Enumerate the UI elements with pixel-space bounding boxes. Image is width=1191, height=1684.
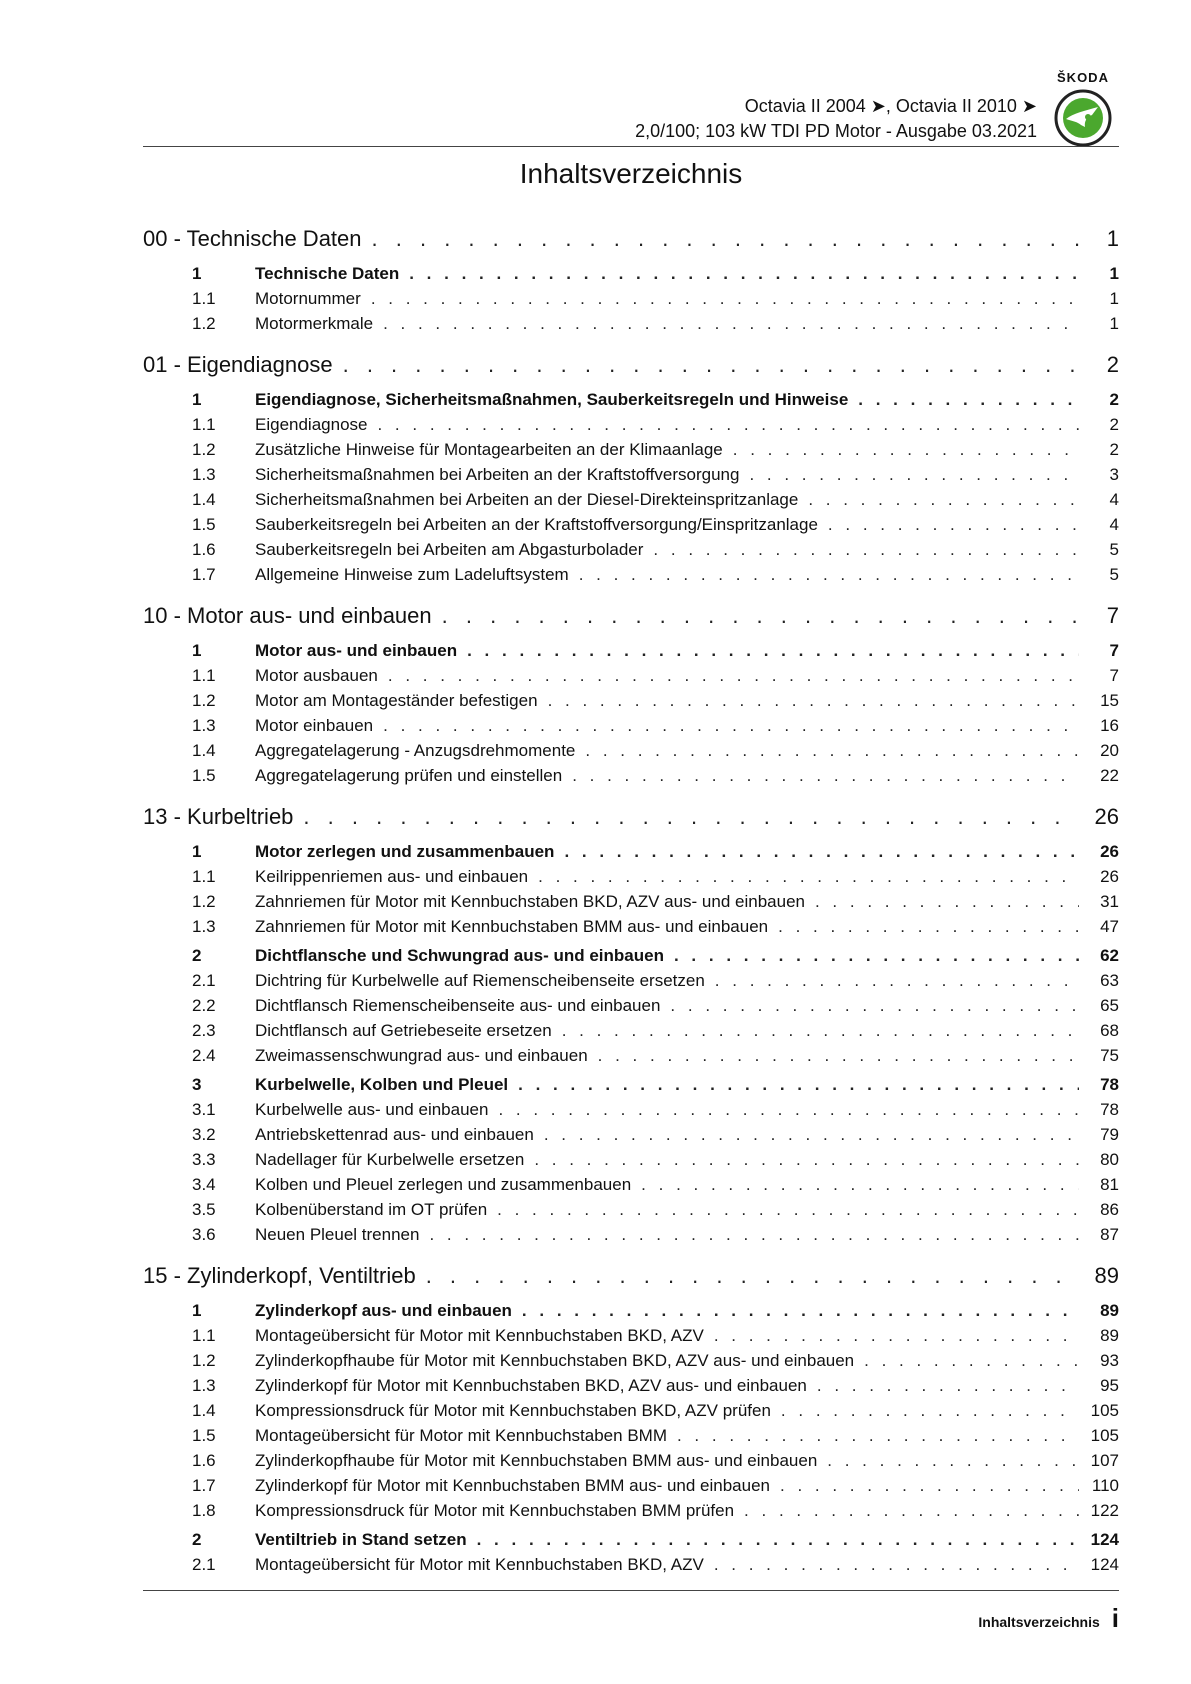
toc-section-number: 3.1 — [192, 1100, 216, 1119]
toc-section[interactable] — [143, 1301, 1119, 1326]
toc-section-number: 1.1 — [192, 1326, 216, 1345]
toc-section-page: 1 — [1109, 264, 1119, 283]
toc-section-title: Motor am Montageständer befestigen — [255, 691, 538, 710]
toc-section-number: 1.8 — [192, 1501, 216, 1520]
toc-leader-dots — [674, 946, 1079, 966]
toc-section-number: 1.5 — [192, 515, 216, 534]
toc-section-title: Eigendiagnose — [255, 415, 368, 434]
toc-section-page: 62 — [1100, 946, 1119, 965]
toc-section-title: Eigendiagnose, Sicherheitsmaßnahmen, Sauberkeitsregeln und Hinweise — [255, 390, 849, 409]
toc-section-number: 1.5 — [192, 766, 216, 785]
toc-section[interactable] — [143, 1100, 1119, 1125]
toc-leader-dots — [815, 892, 1079, 912]
toc-leader-dots — [817, 1376, 1079, 1396]
toc-leader-dots — [808, 490, 1079, 510]
toc-leader-dots — [371, 289, 1079, 309]
toc-section-page: 122 — [1090, 1501, 1119, 1520]
toc-chapter-page: 89 — [1094, 1263, 1119, 1288]
page-footer — [978, 1603, 1119, 1634]
toc-leader-dots — [828, 515, 1079, 535]
toc-leader-dots — [653, 540, 1079, 560]
toc-section[interactable] — [143, 314, 1119, 339]
toc-section-title: Montageübersicht für Motor mit Kennbuchstaben BKD, AZV — [255, 1555, 704, 1574]
toc-section-title: Kompressionsdruck für Motor mit Kennbuchstaben BMM prüfen — [255, 1501, 735, 1520]
toc-leader-dots — [383, 716, 1079, 736]
toc-section[interactable] — [143, 264, 1119, 289]
toc-leader-dots — [548, 691, 1079, 711]
toc-section-page: 105 — [1090, 1426, 1119, 1445]
toc-section-number: 1.3 — [192, 465, 216, 484]
toc-chapter[interactable] — [143, 1263, 1119, 1297]
toc-section[interactable] — [143, 1530, 1119, 1555]
toc-section-title: Motor aus- und einbauen — [255, 641, 458, 660]
toc-leader-dots — [377, 415, 1079, 435]
toc-section-number: 1.2 — [192, 1351, 216, 1370]
toc-section-title: Motor ausbauen — [255, 666, 378, 685]
toc-leader-dots — [477, 1530, 1079, 1550]
toc-section[interactable] — [143, 1376, 1119, 1401]
toc-leader-dots — [426, 1263, 1079, 1289]
toc-section[interactable] — [143, 1125, 1119, 1150]
toc-leader-dots — [780, 1476, 1079, 1496]
toc-section[interactable] — [143, 1501, 1119, 1526]
toc-section-number: 1.3 — [192, 917, 216, 936]
page-title: Inhaltsverzeichnis — [519, 158, 743, 189]
toc-section-number: 3.4 — [192, 1175, 216, 1194]
footer-page-number: i — [1111, 1603, 1119, 1633]
toc-section-number: 2.1 — [192, 971, 216, 990]
toc-section-page: 110 — [1091, 1476, 1119, 1495]
toc-section-page: 26 — [1100, 867, 1119, 886]
toc-leader-dots — [522, 1301, 1079, 1321]
toc-section-page: 124 — [1090, 1530, 1119, 1549]
toc-leader-dots — [670, 996, 1079, 1016]
toc-section-page: 16 — [1100, 716, 1119, 735]
toc-section-number: 1.2 — [192, 440, 216, 459]
toc-section-page: 75 — [1100, 1046, 1119, 1065]
toc-section[interactable] — [143, 1326, 1119, 1351]
toc-section-page: 89 — [1100, 1326, 1119, 1345]
toc-section-number: 1.3 — [192, 716, 216, 735]
toc-section[interactable] — [143, 1451, 1119, 1476]
toc-section-page: 4 — [1109, 490, 1119, 509]
toc-section-page: 89 — [1100, 1301, 1119, 1320]
toc-chapter[interactable] — [143, 226, 1119, 260]
toc-section[interactable] — [143, 565, 1119, 590]
toc-section-title: Montageübersicht für Motor mit Kennbuchstaben BMM — [255, 1426, 667, 1445]
toc-section-title: Dichtflansch Riemenscheibenseite aus- und einbauen — [255, 996, 661, 1015]
toc-section-title: Zylinderkopf für Motor mit Kennbuchstaben BKD, AZV aus- und einbauen — [255, 1376, 807, 1395]
toc-section[interactable] — [143, 1200, 1119, 1225]
brand-name: ŠKODA — [1057, 70, 1109, 85]
toc-section-number: 1 — [192, 1301, 202, 1320]
toc-section[interactable] — [143, 741, 1119, 766]
toc-section-number: 1 — [192, 842, 202, 861]
toc-leader-dots — [715, 971, 1079, 991]
toc-section-number: 2.3 — [192, 1021, 216, 1040]
toc-section-number: 3 — [192, 1075, 202, 1094]
toc-section-number: 3.5 — [192, 1200, 216, 1219]
toc-section-title: Kompressionsdruck für Motor mit Kennbuchstaben BKD, AZV prüfen — [255, 1401, 771, 1420]
toc-section-number: 2.1 — [192, 1555, 216, 1574]
toc-section-number: 3.2 — [192, 1125, 216, 1144]
toc-section[interactable] — [143, 996, 1119, 1021]
toc-chapter-title: 01 - Eigendiagnose — [143, 352, 333, 377]
toc-leader-dots — [388, 666, 1079, 686]
toc-chapter[interactable] — [143, 804, 1119, 838]
toc-section-number: 1.7 — [192, 1476, 216, 1495]
toc-section-page: 78 — [1100, 1100, 1119, 1119]
toc-section[interactable] — [143, 917, 1119, 942]
toc-chapter-title: 15 - Zylinderkopf, Ventiltrieb — [143, 1263, 416, 1288]
toc-section[interactable] — [143, 490, 1119, 515]
toc-section-page: 5 — [1109, 540, 1119, 559]
toc-section-number: 1.1 — [192, 867, 216, 886]
toc-section[interactable] — [143, 842, 1119, 867]
toc-section-page: 20 — [1100, 741, 1119, 760]
skoda-logo-icon — [1047, 89, 1119, 152]
toc-section-number: 1.1 — [192, 415, 216, 434]
toc-leader-dots — [677, 1426, 1079, 1446]
toc-section-page: 47 — [1100, 917, 1119, 936]
toc-section-page: 5 — [1109, 565, 1119, 584]
toc-section-page: 7 — [1109, 641, 1119, 660]
toc-section-title: Technische Daten — [255, 264, 400, 283]
toc-section-page: 86 — [1100, 1200, 1119, 1219]
toc-leader-dots — [442, 603, 1079, 629]
toc-leader-dots — [303, 804, 1079, 830]
toc-section[interactable] — [143, 415, 1119, 440]
toc-section[interactable] — [143, 1555, 1119, 1580]
toc-section-title: Kurbelwelle aus- und einbauen — [255, 1100, 489, 1119]
toc-section-title: Antriebskettenrad aus- und einbauen — [255, 1125, 534, 1144]
toc-chapter-title: 13 - Kurbeltrieb — [143, 804, 294, 829]
toc-section-title: Zusätzliche Hinweise für Montagearbeiten an der Klimaanlage — [255, 440, 723, 459]
toc-section[interactable] — [143, 641, 1119, 666]
toc-section-title: Motormerkmale — [255, 314, 374, 333]
toc-leader-dots — [534, 1150, 1079, 1170]
toc-section[interactable] — [143, 540, 1119, 565]
toc-section-title: Dichtflansche und Schwungrad aus- und einbauen — [255, 946, 664, 965]
toc-section-page: 93 — [1100, 1351, 1119, 1370]
toc-section-number: 1.3 — [192, 1376, 216, 1395]
toc-section-page: 7 — [1109, 666, 1119, 685]
toc-section-title: Dichtflansch auf Getriebeseite ersetzen — [255, 1021, 552, 1040]
toc-leader-dots — [749, 465, 1079, 485]
toc-section-title: Zahnriemen für Motor mit Kennbuchstaben BMM aus- und einbauen — [255, 917, 769, 936]
toc-section[interactable] — [143, 1175, 1119, 1200]
toc-leader-dots — [598, 1046, 1079, 1066]
toc-section-number: 2 — [192, 1530, 202, 1549]
toc-leader-dots — [372, 226, 1079, 252]
toc-section-page: 81 — [1100, 1175, 1119, 1194]
toc-section-title: Zylinderkopf aus- und einbauen — [255, 1301, 512, 1320]
footer-label: Inhaltsverzeichnis — [978, 1614, 1100, 1630]
toc-section-page: 107 — [1090, 1451, 1119, 1470]
toc-leader-dots — [498, 1100, 1079, 1120]
toc-section[interactable] — [143, 515, 1119, 540]
toc-section-number: 2.4 — [192, 1046, 216, 1065]
skoda-brand — [1047, 70, 1119, 152]
toc-section-page: 31 — [1100, 892, 1119, 911]
toc-section-title: Sicherheitsmaßnahmen bei Arbeiten an der Diesel-Direkteinspritzanlage — [255, 490, 799, 509]
toc-section-title: Montageübersicht für Motor mit Kennbuchstaben BKD, AZV — [255, 1326, 704, 1345]
toc-section-title: Kolbenüberstand im OT prüfen — [255, 1200, 488, 1219]
toc-section[interactable] — [143, 390, 1119, 415]
toc-leader-dots — [781, 1401, 1079, 1421]
toc-section-page: 63 — [1100, 971, 1119, 990]
toc-section-page: 1 — [1109, 289, 1119, 308]
toc-section-page: 105 — [1090, 1401, 1119, 1420]
toc-section-page: 79 — [1100, 1125, 1119, 1144]
toc-section-title: Zylinderkopfhaube für Motor mit Kennbuchstaben BKD, AZV aus- und einbauen — [255, 1351, 855, 1370]
toc-chapter-page: 7 — [1106, 603, 1119, 628]
toc-section[interactable] — [143, 1046, 1119, 1071]
toc-section[interactable] — [143, 716, 1119, 741]
toc-section-title: Kolben und Pleuel zerlegen und zusammenbauen — [255, 1175, 632, 1194]
toc-leader-dots — [733, 440, 1079, 460]
toc-section[interactable] — [143, 1401, 1119, 1426]
toc-section[interactable] — [143, 867, 1119, 892]
toc-section-number: 3.6 — [192, 1225, 216, 1244]
toc-section[interactable] — [143, 946, 1119, 971]
toc-section-title: Sicherheitsmaßnahmen bei Arbeiten an der Kraftstoffversorgung — [255, 465, 740, 484]
toc-section[interactable] — [143, 1476, 1119, 1501]
toc-leader-dots — [778, 917, 1079, 937]
header-line-1: Octavia II 2004 ➤, Octavia II 2010 ➤ — [744, 96, 1037, 116]
toc-leader-dots — [585, 741, 1079, 761]
toc-chapter-title: 00 - Technische Daten — [143, 226, 362, 251]
toc-section-title: Ventiltrieb in Stand setzen — [255, 1530, 467, 1549]
toc-section-title: Aggregatelagerung prüfen und einstellen — [255, 766, 563, 785]
toc-section[interactable] — [143, 1150, 1119, 1175]
toc-section-number: 1.2 — [192, 691, 216, 710]
toc-chapter-title: 10 - Motor aus- und einbauen — [143, 603, 432, 628]
toc-section-number: 1.4 — [192, 1401, 216, 1420]
toc-chapter-page: 26 — [1094, 804, 1119, 829]
toc-section-title: Zylinderkopf für Motor mit Kennbuchstaben BMM aus- und einbauen — [255, 1476, 770, 1495]
header-lines — [635, 94, 1037, 144]
toc-section-number: 1.6 — [192, 1451, 216, 1470]
toc-section-number: 1.6 — [192, 540, 216, 559]
toc-section[interactable] — [143, 440, 1119, 465]
toc-section-page: 65 — [1100, 996, 1119, 1015]
toc-section-title: Allgemeine Hinweise zum Ladeluftsystem — [255, 565, 569, 584]
toc-section-title: Neuen Pleuel trennen — [255, 1225, 420, 1244]
toc-section-title: Motornummer — [255, 289, 361, 308]
toc-leader-dots — [714, 1326, 1079, 1346]
toc-section-page: 68 — [1100, 1021, 1119, 1040]
toc-section[interactable] — [143, 971, 1119, 996]
toc-leader-dots — [343, 352, 1079, 378]
toc-section-number: 1.5 — [192, 1426, 216, 1445]
toc-section-title: Sauberkeitsregeln bei Arbeiten am Abgasturbolader — [255, 540, 644, 559]
toc-section-page: 2 — [1109, 415, 1119, 434]
toc-section-title: Motor zerlegen und zusammenbauen — [255, 842, 555, 861]
toc-section-number: 1 — [192, 390, 202, 409]
toc-section[interactable] — [143, 766, 1119, 791]
toc-leader-dots — [864, 1351, 1079, 1371]
toc-section-title: Motor einbauen — [255, 716, 374, 735]
toc-section-number: 1.2 — [192, 892, 216, 911]
toc-section[interactable] — [143, 1351, 1119, 1376]
header-line-2: 2,0/100; 103 kW TDI PD Motor - Ausgabe 03.2021 — [635, 121, 1037, 141]
toc-leader-dots — [641, 1175, 1079, 1195]
toc-section-page: 22 — [1100, 766, 1119, 785]
footer-rule — [143, 1590, 1119, 1591]
toc-leader-dots — [544, 1125, 1079, 1145]
toc-leader-dots — [518, 1075, 1079, 1095]
toc-section-title: Kurbelwelle, Kolben und Pleuel — [255, 1075, 509, 1094]
toc-section-title: Aggregatelagerung - Anzugsdrehmomente — [255, 741, 576, 760]
toc-leader-dots — [497, 1200, 1079, 1220]
toc-section-page: 15 — [1100, 691, 1119, 710]
toc-section-page: 2 — [1109, 440, 1119, 459]
toc-leader-dots — [572, 766, 1079, 786]
page-header — [143, 64, 1119, 148]
toc-section-number: 2 — [192, 946, 202, 965]
toc-section-number: 2.2 — [192, 996, 216, 1015]
toc-section-page: 1 — [1109, 314, 1119, 333]
table-of-contents — [143, 226, 1119, 1580]
toc-leader-dots — [538, 867, 1079, 887]
toc-chapter-page: 1 — [1106, 226, 1119, 251]
toc-section[interactable] — [143, 691, 1119, 716]
toc-section-title: Keilrippenriemen aus- und einbauen — [255, 867, 529, 886]
toc-leader-dots — [827, 1451, 1078, 1471]
toc-section-number: 1 — [192, 641, 202, 660]
toc-chapter[interactable] — [143, 603, 1119, 637]
toc-section-number: 3.3 — [192, 1150, 216, 1169]
toc-leader-dots — [562, 1021, 1079, 1041]
toc-section-number: 1.1 — [192, 666, 216, 685]
toc-section-page: 3 — [1109, 465, 1119, 484]
toc-leader-dots — [858, 390, 1079, 410]
toc-section-page: 26 — [1100, 842, 1119, 861]
toc-section[interactable] — [143, 666, 1119, 691]
toc-section-title: Zahnriemen für Motor mit Kennbuchstaben BKD, AZV aus- und einbauen — [255, 892, 805, 911]
toc-section-number: 1 — [192, 264, 202, 283]
toc-section-title: Dichtring für Kurbelwelle auf Riemenscheibenseite ersetzen — [255, 971, 705, 990]
toc-leader-dots — [429, 1225, 1079, 1245]
header-rule — [143, 146, 1119, 147]
toc-section[interactable] — [143, 1426, 1119, 1451]
toc-leader-dots — [579, 565, 1079, 585]
toc-leader-dots — [564, 842, 1079, 862]
toc-section-number: 1.4 — [192, 490, 216, 509]
toc-section[interactable] — [143, 892, 1119, 917]
toc-leader-dots — [744, 1501, 1079, 1521]
toc-section-page: 95 — [1100, 1376, 1119, 1395]
toc-leader-dots — [467, 641, 1079, 661]
toc-section-page: 2 — [1109, 390, 1119, 409]
toc-section-number: 1.7 — [192, 565, 216, 584]
toc-chapter[interactable] — [143, 352, 1119, 386]
toc-section[interactable] — [143, 1225, 1119, 1250]
toc-section-page: 78 — [1100, 1075, 1119, 1094]
toc-section-page: 80 — [1100, 1150, 1119, 1169]
toc-section-page: 124 — [1090, 1555, 1119, 1574]
toc-section-number: 1.2 — [192, 314, 216, 333]
toc-section-title: Sauberkeitsregeln bei Arbeiten an der Kraftstoffversorgung/Einspritzanlage — [255, 515, 818, 534]
toc-section-number: 1.4 — [192, 741, 216, 760]
toc-section-page: 4 — [1109, 515, 1119, 534]
toc-leader-dots — [383, 314, 1079, 334]
toc-section-title: Zylinderkopfhaube für Motor mit Kennbuchstaben BMM aus- und einbauen — [255, 1451, 818, 1470]
toc-section[interactable] — [143, 1075, 1119, 1100]
toc-section-page: 87 — [1100, 1225, 1119, 1244]
toc-section-number: 1.1 — [192, 289, 216, 308]
toc-chapter-page: 2 — [1106, 352, 1119, 377]
toc-section-title: Nadellager für Kurbelwelle ersetzen — [255, 1150, 525, 1169]
toc-section[interactable] — [143, 289, 1119, 314]
toc-leader-dots — [714, 1555, 1079, 1575]
toc-section[interactable] — [143, 1021, 1119, 1046]
toc-leader-dots — [409, 264, 1079, 284]
toc-section[interactable] — [143, 465, 1119, 490]
toc-section-title: Zweimassenschwungrad aus- und einbauen — [255, 1046, 588, 1065]
